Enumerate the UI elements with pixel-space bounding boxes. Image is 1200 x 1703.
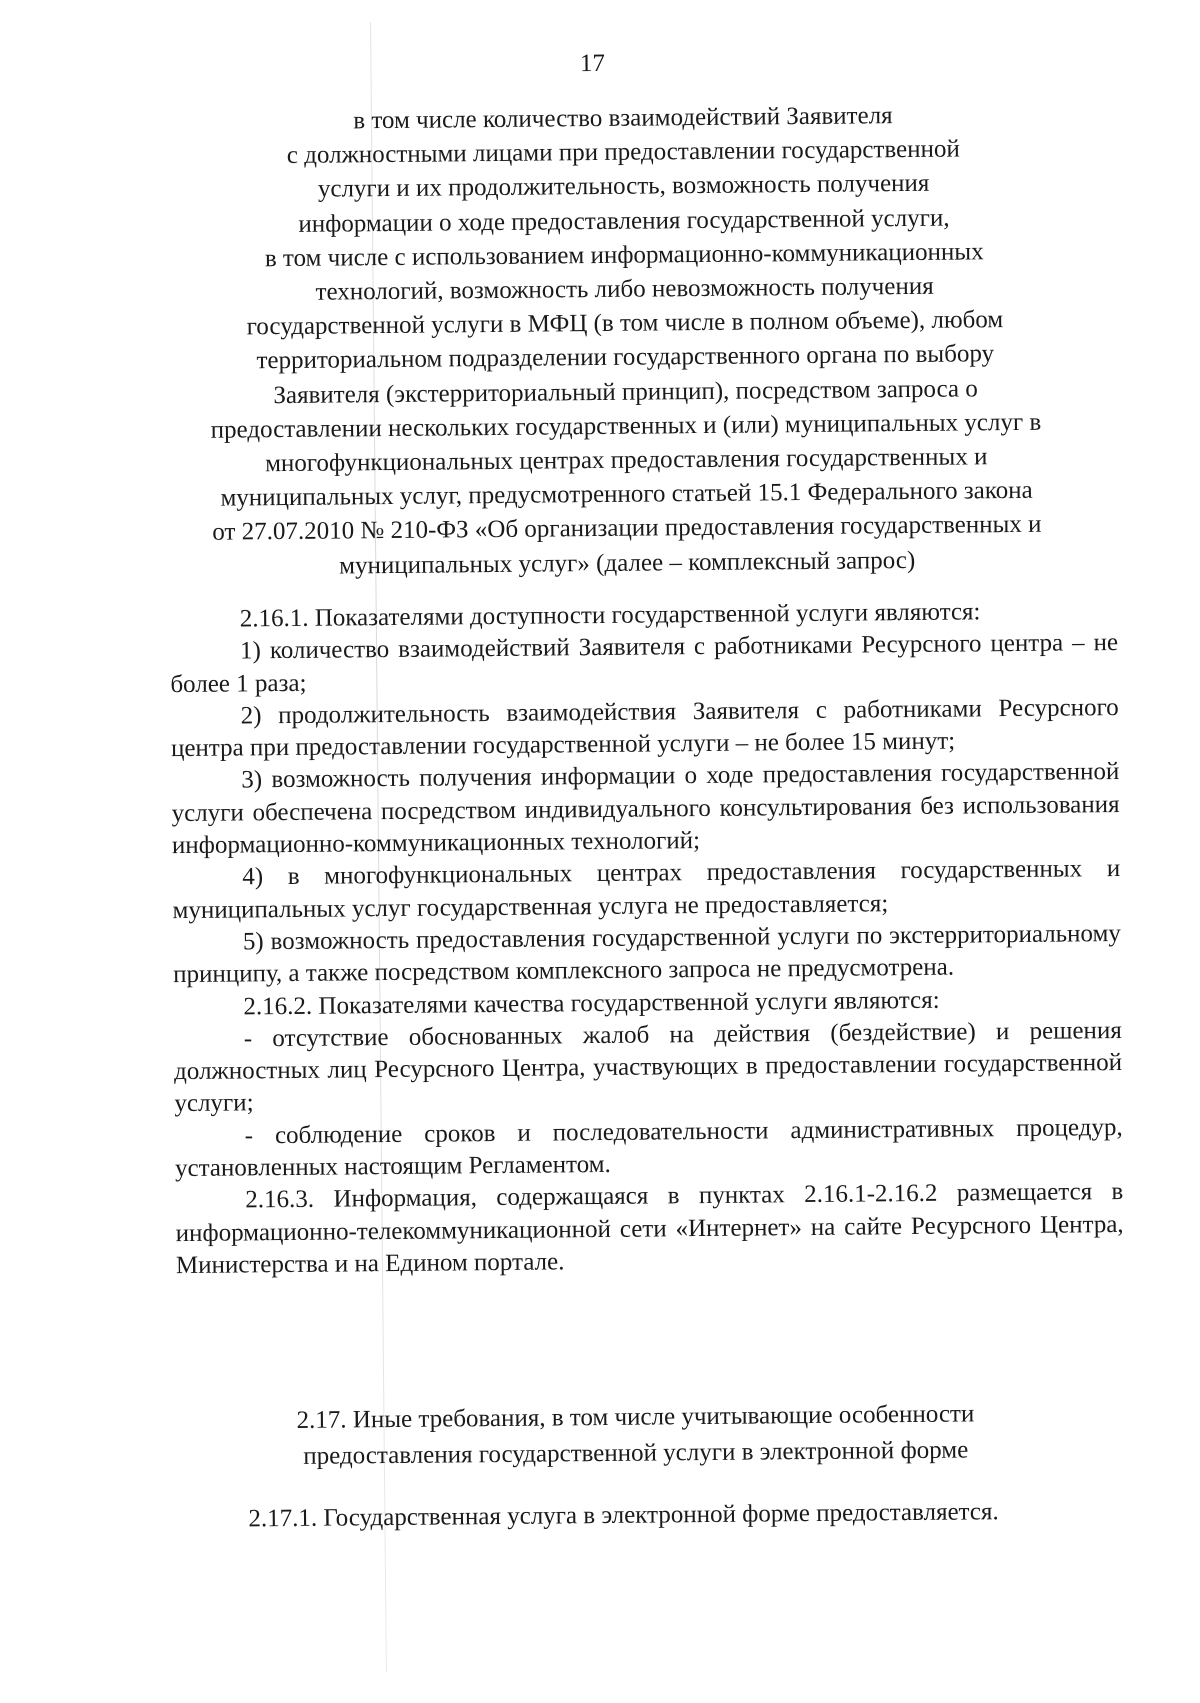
list-item-2: 2) продолжительность взаимодействия Заявителя с работниками Ресурсного центра при предоставлении государственной услуги – не более 15 минут; (170, 693, 1119, 763)
list-item-5: 5) возможность предоставления государственной услуги по экстерриториальному принципу, а также посредством комплексного запроса не предусмотрена. (173, 919, 1121, 989)
heading-line: предоставлении нескольких государственных и (или) муниципальных услуг в (210, 408, 1042, 444)
heading-line: муниципальных услуг, предусмотренного статьей 15.1 Федерального закона (220, 477, 1033, 512)
page-number: 17 (579, 49, 606, 78)
paragraph-2-16-2: 2.16.2. Показателями качества государственной услуги являются: (243, 986, 940, 1020)
section-body-2-16 (170, 595, 1124, 1282)
list-item-dash-1: - отсутствие обоснованных жалоб на действия (бездействие) и решения должностных лиц Ресурсного Центра, участвующих в предоставлении государственной услуги; (173, 1016, 1123, 1118)
heading-line: услуги и их продолжительность, возможность получения (317, 170, 930, 204)
list-item-3: 3) возможность получения информации о ходе предоставления государственной услуги обеспечена посредством индивидуального консультирования без использования информационно-коммуникационных технологий; (171, 758, 1120, 860)
list-item-4: 4) в многофункциональных центрах предоставления государственных и муниципальных услуг государственная услуга не предоставляется; (172, 855, 1121, 924)
heading-line: муниципальных услуг» (далее – комплексный запрос) (339, 546, 916, 580)
heading-line: многофункциональных центрах предоставления государственных и (264, 443, 988, 478)
heading-line: с должностными лицами при предоставлении государственной (286, 135, 960, 170)
heading-line: в том числе количество взаимодействий Заявителя (353, 102, 893, 135)
paragraph-2-16-1: 2.16.1. Показателями доступности государственной услуги являются: (239, 598, 981, 633)
paragraph-2-17-1: 2.17.1. Государственная услуга в электронной форме предоставляется. (248, 1498, 999, 1533)
section-heading-2-16 (153, 97, 1098, 585)
heading-line: от 27.07.2010 № 210-ФЗ «Об организации предоставления государственных и (212, 511, 1042, 547)
section-body-2-17 (178, 1495, 1126, 1536)
heading-line: государственной услуги в МФЦ (в том числе в полном объеме), любом (246, 306, 1004, 341)
heading-line: в том числе с использованием информационно-коммуникационных (264, 238, 984, 273)
heading-line: территориальном подразделении государственного органа по выбору (256, 340, 995, 375)
heading-line: предоставления государственной услуги в электронной форме (303, 1436, 969, 1470)
paragraph-2-16-3: 2.16.3. Информация, содержащаяся в пунктах 2.16.1-2.16.2 размещается в информационно-телекоммуникационной сети «Интернет» на сайте Ресурсного Центра, Министерства и на Едином портале. (175, 1178, 1124, 1280)
list-item-dash-2: - соблюдение сроков и последовательности административных процедур, установленных настоящим Регламентом. (174, 1113, 1123, 1183)
section-heading-2-17 (165, 1395, 1106, 1476)
heading-line: информации о ходе предоставления государственной услуги, (298, 204, 950, 238)
list-item-1: 1) количество взаимодействий Заявителя с работниками Ресурсного центра – не более 1 раза; (170, 629, 1119, 698)
heading-line: Заявителя (экстерриториальный принцип), посредством запроса о (273, 374, 978, 409)
heading-line: технологий, возможность либо невозможность получения (315, 272, 934, 306)
heading-line: 2.17. Иные требования, в том числе учитывающие особенности (296, 1400, 975, 1434)
